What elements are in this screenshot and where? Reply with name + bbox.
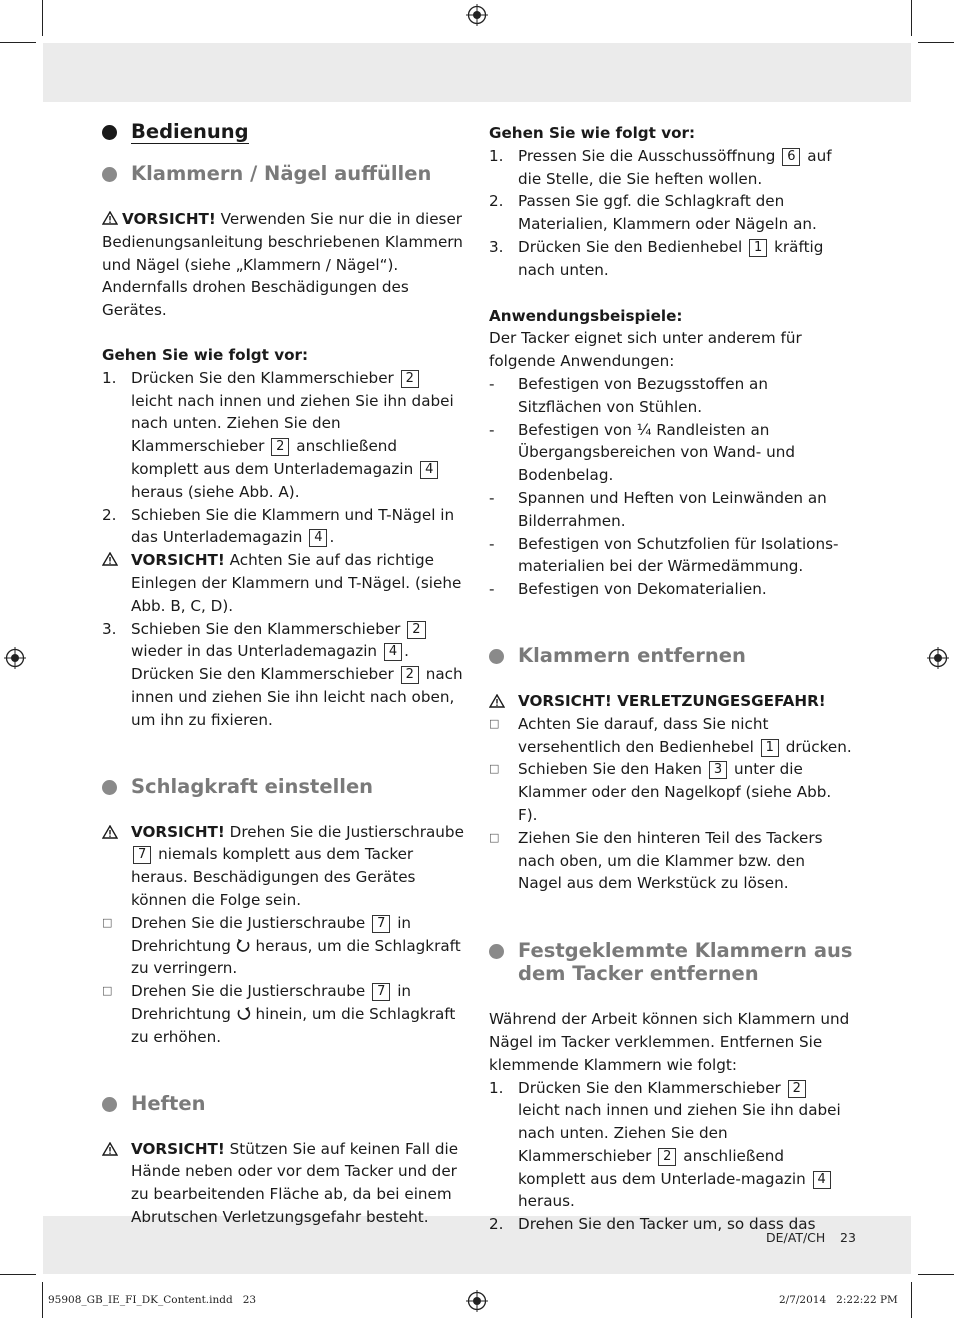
- section-heading-refill: Klammern / Nägel auffüllen: [102, 162, 466, 185]
- ref-number: 4: [384, 643, 402, 661]
- ref-number: 4: [309, 529, 327, 547]
- list-item: □ Achten Sie darauf, dass Sie nicht versehentlich den Bedienhebel 1 drücken.: [489, 714, 852, 756]
- warning-icon: [102, 1142, 118, 1156]
- list-item: - Spannen und Heften von Leinwänden an Bilderrahmen.: [489, 488, 827, 530]
- rotate-counterclockwise-icon: [236, 938, 251, 953]
- main-heading: Bedienung: [102, 118, 466, 146]
- paragraph: Während der Arbeit können sich Klammern und Nägel im Tacker verklemmen. Entfernen Sie klemmende Klammern wie folgt:: [489, 1010, 850, 1074]
- subheading: Gehen Sie wie folgt vor:: [102, 345, 309, 364]
- file-slug: 95908_GB_IE_FI_DK_Content.indd 23: [48, 1294, 257, 1306]
- right-column: [489, 122, 853, 1236]
- warning-icon: [102, 825, 118, 839]
- registration-mark-icon: [466, 1290, 488, 1312]
- list-item: - Befestigen von Bezugsstoffen an Sitzflächen von Stühlen.: [489, 374, 768, 416]
- ref-number: 7: [372, 915, 390, 933]
- list-item: 1. Pressen Sie die Ausschussöffnung 6 auf die Stelle, die Sie heften wollen.: [489, 146, 832, 188]
- crop-mark: [911, 1282, 912, 1318]
- step-list: [489, 1077, 853, 1237]
- ref-number: 7: [133, 846, 151, 864]
- example-list: [489, 373, 853, 601]
- list-item: - Befestigen von ¼ Randleisten an Übergangsbereichen von Wand- und Bodenbelag.: [489, 420, 795, 485]
- ref-number: 2: [271, 438, 289, 456]
- list-item: 3. Drücken Sie den Bedienhebel 1 kräftig nach unten.: [489, 237, 824, 279]
- list-item: 2. Drehen Sie den Tacker um, so dass das: [489, 1215, 816, 1234]
- section-heading-remove: Klammern entfernen: [489, 644, 853, 667]
- crop-mark: [918, 1274, 954, 1275]
- warning-icon: [489, 694, 505, 708]
- subheading: Anwendungsbeispiele:: [489, 306, 683, 325]
- warning-icon: [102, 211, 118, 225]
- header-band: [43, 43, 911, 102]
- bullet-icon: [489, 649, 504, 664]
- ref-number: 1: [749, 239, 767, 257]
- ref-number: 2: [401, 370, 419, 388]
- registration-mark-icon: [4, 647, 26, 669]
- ref-number: 6: [782, 148, 800, 166]
- bullet-icon: [489, 944, 504, 959]
- section-heading-stapling: Heften: [102, 1092, 466, 1115]
- warning-icon: [102, 552, 118, 566]
- ref-number: 2: [658, 1148, 676, 1166]
- crop-mark: [42, 1282, 43, 1318]
- bullet-icon: [102, 780, 117, 795]
- bullet-icon: [102, 1097, 117, 1112]
- list-item: 2. Schieben Sie die Klammern und T-Nägel in das Unterlademagazin 4 .: [102, 505, 455, 547]
- ref-number: 4: [420, 461, 438, 479]
- paragraph: Der Tacker eignet sich unter anderem für folgende Anwendungen:: [489, 329, 802, 371]
- warning-paragraph: VORSICHT! Drehen Sie die Justierschraube 7 niemals komplett aus dem Tacker heraus. Beschädigungen des Gerätes können die Folge sein.: [102, 821, 466, 912]
- ref-number: 3: [709, 761, 727, 779]
- step-list: [102, 367, 466, 732]
- list-item-warning: VORSICHT! Achten Sie auf das richtige Einlegen der Klammern und T-Nägel. (siehe Abb. B, C, D).: [102, 549, 466, 617]
- crop-mark: [42, 0, 43, 36]
- list-item: □ Drehen Sie die Justierschraube 7 in Drehrichtung hinein, um die Schlagkraft zu erhöhen.: [102, 982, 456, 1046]
- list-item: 2. Passen Sie ggf. die Schlagkraft den Materialien, Klammern oder Nägeln an.: [489, 192, 817, 234]
- ref-number: 2: [788, 1080, 806, 1098]
- crop-mark: [911, 0, 912, 36]
- ref-number: 2: [407, 621, 425, 639]
- bullet-icon: [102, 167, 117, 182]
- subheading: Gehen Sie wie folgt vor:: [489, 124, 696, 142]
- footer-language: DE/AT/CH: [766, 1230, 826, 1245]
- left-column: [102, 118, 466, 1229]
- date-slug: 2/7/2014 2:22:22 PM: [779, 1294, 898, 1306]
- ref-number: 7: [372, 983, 390, 1001]
- list-item: 3. Schieben Sie den Klammerschieber 2 wieder in das Unterlademagazin 4 . Drücken Sie den Klammerschieber 2 nach innen und ziehen Sie ihn leicht nach oben, um ihn zu fixieren.: [102, 619, 463, 729]
- warning-paragraph: VORSICHT! Verwenden Sie nur die in dieser Bedienungsanleitung beschriebenen Klammern und Nägel (siehe „Klammern / Nägel“). Andernfalls drohen Beschädigungen des Gerätes.: [102, 210, 463, 320]
- crop-mark: [918, 42, 954, 43]
- list-item: □ Drehen Sie die Justierschraube 7 in Drehrichtung heraus, um die Schlagkraft zu verringern.: [102, 913, 461, 978]
- list-item: 1. Drücken Sie den Klammerschieber 2 leicht nach innen und ziehen Sie ihn dabei nach unten. Ziehen Sie den Klammerschieber 2 anschließend komplett aus dem Unterlademagazin 4 heraus (siehe Abb. A).: [102, 368, 454, 501]
- section-heading-jammed: Festgeklemmte Klammern aus dem Tacker entfernen: [489, 939, 853, 985]
- list-item: □ Schieben Sie den Haken 3 unter die Klammer oder den Nagelkopf (siehe Abb. F).: [489, 760, 832, 824]
- instruction-list: [102, 912, 466, 1049]
- warning-paragraph: VORSICHT! VERLETZUNGESGEFAHR!: [489, 690, 853, 713]
- instruction-list: [489, 713, 853, 895]
- list-item: 1. Drücken Sie den Klammerschieber 2 leicht nach innen und ziehen Sie ihn dabei nach unten. Ziehen Sie den Klammerschieber 2 anschließend komplett aus dem Unterlade-magazin 4 heraus.: [489, 1078, 841, 1211]
- page-number: 23: [840, 1230, 856, 1245]
- ref-number: 4: [813, 1171, 831, 1189]
- registration-mark-icon: [927, 647, 949, 669]
- crop-mark: [0, 42, 36, 43]
- list-item: - Befestigen von Dekomaterialien.: [489, 580, 767, 599]
- step-list: [489, 145, 853, 282]
- list-item: - Befestigen von Schutzfolien für Isolations-materialien bei der Wärmedämmung.: [489, 534, 839, 576]
- list-item: □ Ziehen Sie den hinteren Teil des Tackers nach oben, um die Klammer bzw. den Nagel aus dem Werkstück zu lösen.: [489, 828, 823, 893]
- ref-number: 2: [401, 666, 419, 684]
- crop-mark: [0, 1274, 36, 1275]
- warning-paragraph: VORSICHT! Stützen Sie auf keinen Fall die Hände neben oder vor dem Tacker und der zu bearbeitenden Fläche ab, da bei einem Abrutschen Verletzungsgefahr besteht.: [102, 1138, 466, 1229]
- ref-number: 1: [761, 739, 779, 757]
- bullet-icon: [102, 125, 117, 140]
- section-heading-impact: Schlagkraft einstellen: [102, 775, 466, 798]
- rotate-clockwise-icon: [236, 1006, 251, 1021]
- registration-mark-icon: [466, 4, 488, 26]
